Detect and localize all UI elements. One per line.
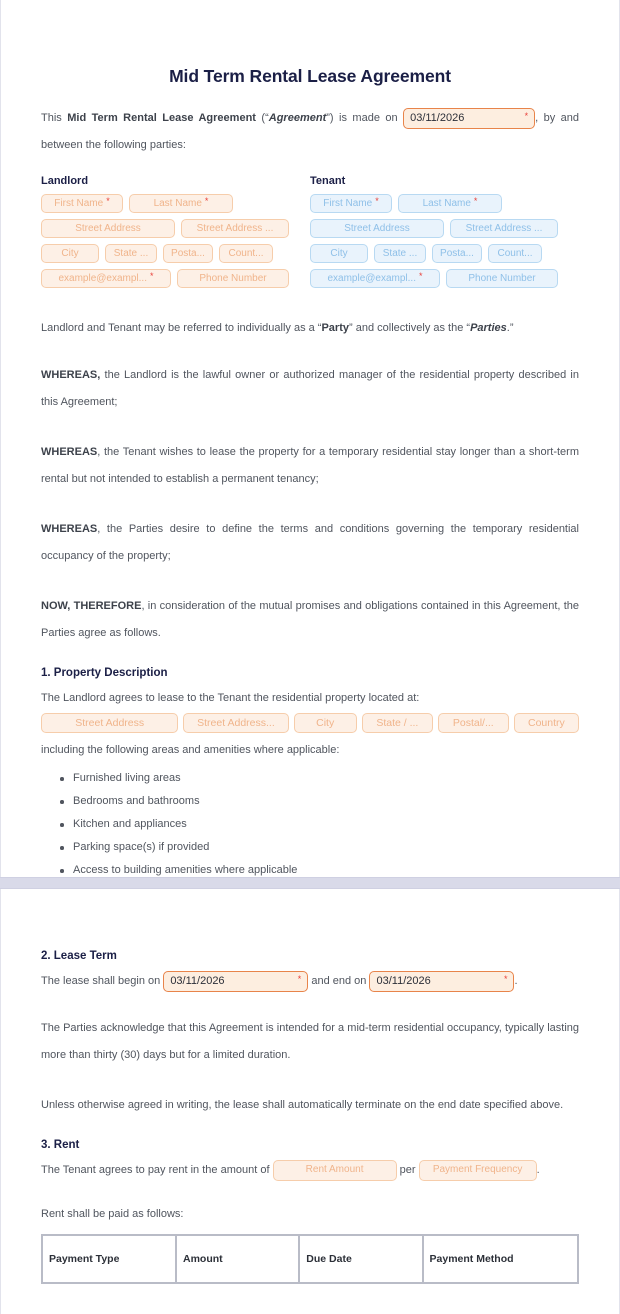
whereas-paragraph-2: [41, 439, 579, 493]
property-street-address-input[interactable]: [41, 713, 178, 733]
landlord-email-placeholder: example@exampl...: [58, 273, 147, 284]
section-3-rent-line: [41, 1159, 579, 1181]
section-2-line-suffix: .: [514, 975, 518, 987]
section-1-heading: 1. Property Description: [41, 667, 168, 679]
landlord-phone-input[interactable]: [177, 269, 289, 288]
landlord-postal-placeholder: Posta...: [171, 248, 205, 259]
landlord-first-name-input[interactable]: [41, 194, 123, 213]
whereas-3-text: , the Parties desire to define the terms and conditions governing the temporary residential occupancy of the property;: [41, 523, 579, 562]
tenant-locality-row: [310, 244, 579, 263]
tenant-first-name-placeholder: First Name: [323, 198, 373, 209]
amenities-list: [41, 767, 579, 882]
section-2-heading: 2. Lease Term: [41, 950, 117, 962]
landlord-country-input[interactable]: [219, 244, 273, 263]
intro-paren-close: ”) is made on: [326, 112, 404, 124]
landlord-city-placeholder: City: [61, 248, 79, 259]
section-3-heading: 3. Rent: [41, 1139, 80, 1151]
list-item: Bedrooms and bathrooms: [73, 790, 579, 813]
tenant-street-address-2-input[interactable]: [450, 219, 558, 238]
landlord-street-address-placeholder: Street Address: [75, 223, 141, 234]
parties-word: Parties: [470, 322, 507, 334]
rent-table-lead-in: Rent shall be paid as follows:: [41, 1208, 184, 1220]
property-street-address-2-placeholder: Street Address...: [197, 717, 275, 729]
table-header-payment-method: Payment Method: [423, 1235, 578, 1283]
tenant-street-address-placeholder: Street Address: [344, 223, 410, 234]
party-definition-text-a: Landlord and Tenant may be referred to individually as a “: [41, 322, 322, 334]
whereas-3-label: WHEREAS: [41, 523, 98, 535]
table-header-payment-type: Payment Type: [42, 1235, 176, 1283]
section-2-line-middle: and end on: [308, 975, 370, 987]
whereas-1-text: the Landlord is the lawful owner or authorized manager of the residential property described in this Agreement;: [41, 369, 579, 408]
tenant-street-address-input[interactable]: [310, 219, 444, 238]
section-2-term-line: [41, 970, 579, 992]
rent-amount-input[interactable]: [273, 1160, 397, 1181]
whereas-1-label: WHEREAS,: [41, 369, 101, 381]
tenant-state-placeholder: State ...: [382, 248, 418, 259]
whereas-2-text: , the Tenant wishes to lease the property for a temporary residential stay longer than a short-term rental but not intended to establish a permanent tenancy;: [41, 446, 579, 485]
intro-paragraph: [41, 105, 579, 159]
tenant-phone-placeholder: Phone Number: [468, 273, 536, 284]
tenant-last-name-placeholder: Last Name: [422, 198, 471, 209]
payment-frequency-placeholder: Payment Frequency: [432, 1164, 523, 1176]
parties-section: [41, 175, 579, 294]
section-2-line-prefix: The lease shall begin on: [41, 975, 164, 987]
whereas-paragraph-1: [41, 362, 579, 416]
landlord-state-input[interactable]: [105, 244, 157, 263]
section-3-line-middle: per: [396, 1164, 419, 1176]
tenant-state-input[interactable]: [374, 244, 426, 263]
tenant-first-name-input[interactable]: [310, 194, 392, 213]
amenities-lead-in: including the following areas and amenities where applicable:: [41, 744, 340, 756]
tenant-postal-input[interactable]: [432, 244, 482, 263]
property-street-address-placeholder: Street Address: [75, 717, 145, 729]
landlord-street-address-2-input[interactable]: [181, 219, 289, 238]
lease-end-date-value: 03/11/2026: [376, 975, 431, 988]
landlord-phone-placeholder: Phone Number: [199, 273, 267, 284]
required-asterisk-icon: *: [524, 110, 529, 121]
intro-agreement-word: Agreement: [268, 112, 327, 124]
tenant-country-placeholder: Count...: [497, 248, 533, 259]
list-item: Furnished living areas: [73, 767, 579, 790]
tenant-address-row: [310, 219, 579, 238]
landlord-last-name-input[interactable]: [129, 194, 233, 213]
required-asterisk-icon: *: [150, 271, 154, 281]
rent-amount-placeholder: Rent Amount: [305, 1164, 364, 1176]
landlord-contact-row: [41, 269, 310, 288]
table-header-row: [42, 1235, 578, 1283]
property-postal-placeholder: Postal/...: [452, 717, 494, 729]
now-therefore-label: NOW, THEREFORE: [41, 600, 142, 612]
property-city-input[interactable]: [294, 713, 357, 733]
landlord-locality-row: [41, 244, 310, 263]
tenant-email-input[interactable]: [310, 269, 440, 288]
section-1-lead-in: The Landlord agrees to lease to the Tenant the residential property located at:: [41, 692, 420, 704]
page-title: Mid Term Rental Lease Agreement: [169, 66, 451, 86]
lease-start-date-field[interactable]: [163, 971, 308, 992]
property-state-placeholder: State / ...: [376, 717, 419, 729]
list-item: Kitchen and appliances: [73, 813, 579, 836]
landlord-country-placeholder: Count...: [228, 248, 264, 259]
required-asterisk-icon: *: [375, 196, 379, 206]
property-country-placeholder: Country: [528, 717, 565, 729]
required-asterisk-icon: *: [473, 196, 478, 206]
rent-payment-table: [41, 1234, 579, 1284]
party-definition-text-c: .”: [506, 322, 514, 334]
tenant-last-name-input[interactable]: [398, 194, 502, 213]
section-3-line-prefix: The Tenant agrees to pay rent in the amount of: [41, 1164, 273, 1176]
lease-start-date-value: 03/11/2026: [170, 975, 225, 988]
required-asterisk-icon: *: [297, 973, 302, 984]
intro-prefix: This: [41, 112, 68, 124]
required-asterisk-icon: *: [204, 196, 209, 206]
landlord-state-placeholder: State ...: [113, 248, 149, 259]
landlord-first-name-placeholder: First Name: [54, 198, 104, 209]
payment-frequency-input[interactable]: [419, 1160, 537, 1181]
tenant-label: Tenant: [310, 175, 346, 187]
intro-paren-open: (“: [255, 112, 269, 124]
required-asterisk-icon: *: [106, 196, 110, 206]
document-page-2: [0, 889, 620, 1314]
landlord-party-block: [41, 175, 310, 294]
landlord-street-address-input[interactable]: [41, 219, 175, 238]
agreement-date-value: 03/11/2026: [410, 111, 465, 124]
now-therefore-text: , in consideration of the mutual promises and obligations contained in this Agreement, the Parties agree as follows.: [41, 600, 580, 639]
landlord-city-input[interactable]: [41, 244, 99, 263]
tenant-country-input[interactable]: [488, 244, 542, 263]
tenant-street-address-2-placeholder: Street Address ...: [465, 223, 543, 234]
tenant-city-input[interactable]: [310, 244, 368, 263]
landlord-address-row: [41, 219, 310, 238]
tenant-party-block: [310, 175, 579, 294]
landlord-email-input[interactable]: [41, 269, 171, 288]
section-3-line-suffix: .: [536, 1164, 540, 1176]
agreement-date-field[interactable]: [403, 108, 535, 129]
property-country-input[interactable]: [514, 713, 579, 733]
party-word: Party: [321, 322, 349, 334]
intro-agreement-bold: Mid Term Rental Lease Agreement: [67, 112, 256, 124]
landlord-street-address-2-placeholder: Street Address ...: [196, 223, 274, 234]
landlord-last-name-placeholder: Last Name: [153, 198, 202, 209]
tenant-phone-input[interactable]: [446, 269, 558, 288]
property-postal-input[interactable]: [438, 713, 509, 733]
party-definition-paragraph: [41, 317, 579, 339]
tenant-postal-placeholder: Posta...: [440, 248, 474, 259]
tenant-city-placeholder: City: [330, 248, 348, 259]
lease-end-date-field[interactable]: [369, 971, 514, 992]
property-city-placeholder: City: [316, 717, 335, 729]
party-definition-text-b: ” and collectively as the “: [349, 322, 471, 334]
list-item: Parking space(s) if provided: [73, 836, 579, 859]
intro-suffix: , by and between the following parties:: [41, 112, 580, 151]
tenant-contact-row: [310, 269, 579, 288]
whereas-2-label: WHEREAS: [41, 446, 98, 458]
landlord-label: Landlord: [41, 175, 89, 187]
section-2-paragraph-1: The Parties acknowledge that this Agreement is intended for a mid-term residential occupancy, typically lasting more than thirty (30) days but for a limited duration.: [41, 1022, 579, 1061]
landlord-name-row: [41, 194, 310, 213]
list-item: Access to building amenities where applicable: [73, 859, 579, 882]
property-street-address-2-input[interactable]: [183, 713, 288, 733]
section-2-paragraph-2: Unless otherwise agreed in writing, the lease shall automatically terminate on the end date specified above.: [41, 1099, 564, 1111]
landlord-postal-input[interactable]: [163, 244, 213, 263]
table-header-amount: Amount: [176, 1235, 299, 1283]
table-header-due-date: Due Date: [299, 1235, 422, 1283]
required-asterisk-icon: *: [419, 271, 423, 281]
required-asterisk-icon: *: [503, 973, 508, 984]
whereas-paragraph-3: [41, 516, 579, 570]
property-state-input[interactable]: [362, 713, 433, 733]
tenant-name-row: [310, 194, 579, 213]
tenant-email-placeholder: example@exampl...: [327, 273, 416, 284]
now-therefore-paragraph: [41, 593, 579, 647]
property-address-row: [41, 713, 579, 733]
